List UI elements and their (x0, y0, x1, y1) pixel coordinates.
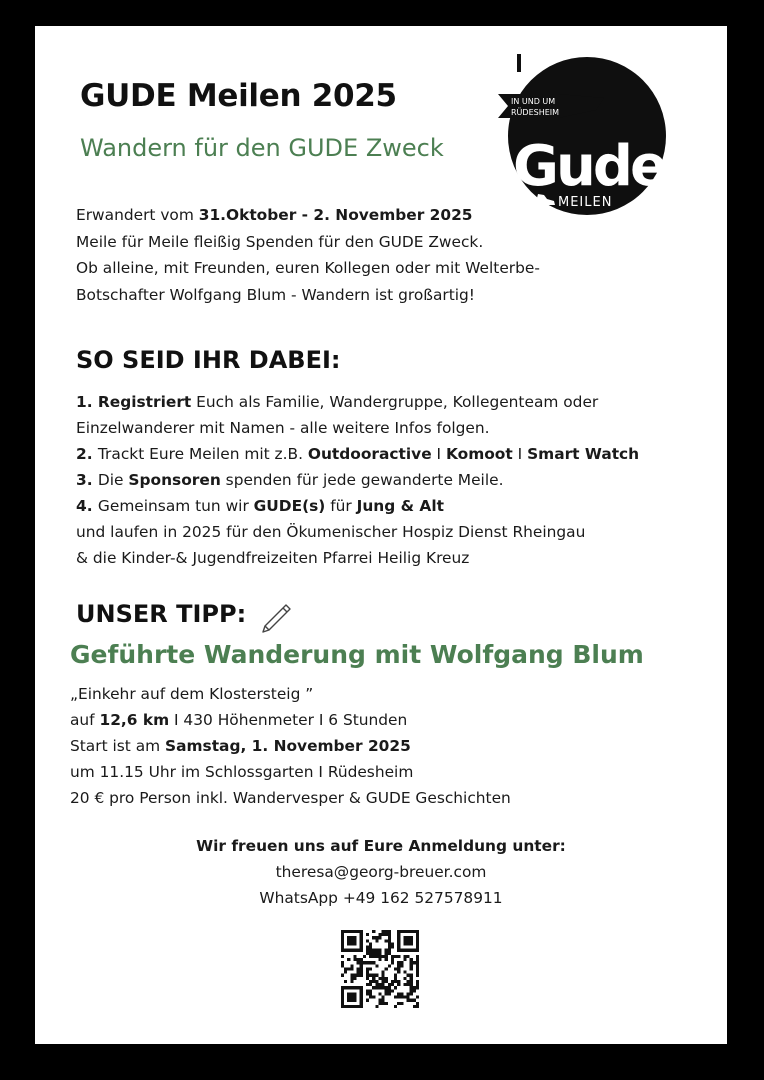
step-1-bold: Registriert (97, 393, 192, 411)
step-4-jung-alt: Jung & Alt (356, 497, 444, 515)
steps-list (76, 389, 639, 571)
step-1-number: 1. (76, 393, 98, 411)
intro-line-3: Ob alleine, mit Freunden, euren Kollegen oder mit Welterbe- (76, 259, 540, 277)
step-4-text-a: Gemeinsam tun wir (97, 497, 254, 515)
contact-block (35, 833, 727, 911)
step-2-text: Trackt Eure Meilen mit z.B. (97, 445, 308, 463)
step-3-text-c: spenden für jede gewanderte Meile. (220, 471, 504, 489)
gude-meilen-logo (498, 54, 668, 216)
pencil-icon (259, 602, 293, 636)
page-title: GUDE Meilen 2025 (80, 78, 397, 114)
guided-tour-title: Geführte Wanderung mit Wolfgang Blum (70, 640, 644, 669)
logo-bottom-text: MEILEN (558, 195, 613, 210)
logo-text-top-2: RÜDESHEIM (511, 108, 560, 117)
step-4-text-c: für (325, 497, 357, 515)
step-3-sponsoren: Sponsoren (128, 471, 221, 489)
qr-code[interactable] (341, 930, 419, 1008)
contact-whatsapp[interactable]: WhatsApp +49 162 527578911 (259, 889, 503, 907)
step-4-number: 4. (76, 497, 98, 515)
intro-line-2: Meile für Meile fleißig Spenden für den GUDE Zweck. (76, 232, 484, 251)
tour-price: 20 € pro Person inkl. Wandervesper & GUDE Geschichten (70, 789, 511, 807)
intro-dates: 31.Oktober - 2. November 2025 (198, 206, 473, 224)
step-1-text: Euch als Familie, Wandergruppe, Kollegenteam oder (191, 393, 599, 411)
step-2-smartwatch: Smart Watch (527, 445, 640, 463)
flyer-page (35, 26, 727, 1044)
tour-start-time-place: um 11.15 Uhr im Schlossgarten I Rüdesheim (70, 763, 414, 781)
step-4-line-3: & die Kinder-& Jugendfreizeiten Pfarrei Heilig Kreuz (76, 549, 470, 567)
step-2-number: 2. (76, 445, 98, 463)
page-subtitle: Wandern für den GUDE Zweck (80, 134, 444, 162)
step-2-outdooractive: Outdooractive (307, 445, 432, 463)
tour-distance: 12,6 km (99, 711, 170, 729)
step-3-number: 3. (76, 471, 98, 489)
step-2-separator-1: I (431, 445, 446, 463)
step-2-separator-2: I (512, 445, 528, 463)
contact-heading: Wir freuen uns auf Eure Anmeldung unter: (196, 837, 566, 855)
contact-email[interactable]: theresa@georg-breuer.com (275, 863, 487, 881)
tour-elevation-duration: I 430 Höhenmeter I 6 Stunden (169, 711, 408, 729)
logo-text-top-1: IN UND UM (511, 97, 556, 106)
step-1-continued: Einzelwanderer mit Namen - alle weitere Infos folgen. (76, 419, 490, 437)
step-4-line-2: und laufen in 2025 für den Ökumenischer Hospiz Dienst Rheingau (76, 523, 586, 541)
step-4-gudes: GUDE(s) (253, 497, 326, 515)
tip-heading: UNSER TIPP: (76, 600, 247, 628)
intro-line-1-text: Erwandert vom (76, 206, 199, 224)
step-3-text-a: Die (97, 471, 129, 489)
steps-heading: SO SEID IHR DABEI: (76, 346, 341, 374)
tour-start-prefix: Start ist am (70, 737, 166, 755)
tour-details (70, 681, 511, 811)
tour-start-date: Samstag, 1. November 2025 (165, 737, 411, 755)
logo-main-text: Gude (513, 134, 665, 199)
tour-name: „Einkehr auf dem Klostersteig ” (70, 685, 314, 703)
intro-line-4: Botschafter Wolfgang Blum - Wandern ist großartig! (76, 285, 475, 304)
tour-distance-prefix: auf (70, 711, 100, 729)
intro-paragraph (76, 202, 540, 308)
step-2-komoot: Komoot (445, 445, 513, 463)
